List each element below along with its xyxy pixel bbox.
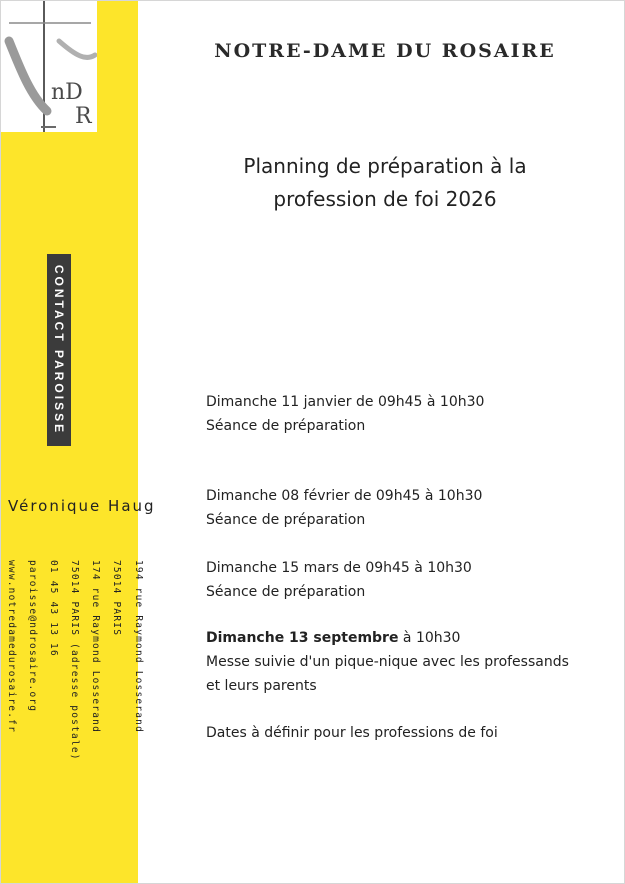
event-description: Messe suivie d'un pique-nique avec les professands bbox=[206, 654, 569, 670]
contact-tab-label: CONTACT PAROISSE bbox=[52, 264, 66, 436]
title-line-2: profession de foi 2026 bbox=[273, 187, 497, 211]
event-item bbox=[206, 484, 606, 532]
document-title bbox=[190, 150, 580, 216]
event-date: Dimanche 11 janvier bbox=[206, 394, 352, 410]
event-item bbox=[206, 626, 606, 698]
event-time: de 09h45 à 10h30 bbox=[343, 560, 472, 576]
event-datetime bbox=[206, 390, 606, 414]
event-time: de 09h45 à 10h30 bbox=[356, 394, 485, 410]
dates-tbd-note: Dates à définir pour les professions de foi bbox=[206, 725, 498, 741]
event-item bbox=[206, 390, 606, 438]
event-item bbox=[206, 556, 606, 604]
event-description: Séance de préparation bbox=[206, 512, 366, 528]
address-line-1: 194 rue Raymond Losserand bbox=[133, 560, 144, 733]
event-time: à 10h30 bbox=[402, 630, 461, 646]
phone-number: 01 45 43 13 16 bbox=[48, 560, 59, 657]
parish-logo bbox=[1, 1, 97, 132]
logo-letters-bottom: R bbox=[75, 104, 92, 129]
contact-name: Véronique Haug bbox=[8, 497, 156, 515]
event-datetime bbox=[206, 484, 606, 508]
event-time: de 09h45 à 10h30 bbox=[353, 488, 483, 504]
event-description-continued: et leurs parents bbox=[206, 678, 317, 694]
event-datetime bbox=[206, 626, 606, 650]
logo-monogram bbox=[51, 81, 92, 129]
footer-note bbox=[206, 721, 606, 745]
postal-address-line-2: 75014 PARIS (adresse postale) bbox=[69, 560, 80, 761]
event-date: Dimanche 15 mars bbox=[206, 560, 339, 576]
event-date: Dimanche 13 septembre bbox=[206, 630, 399, 646]
event-description: Séance de préparation bbox=[206, 584, 366, 600]
email-address[interactable]: paroisse@ndrosaire.org bbox=[27, 560, 38, 713]
parish-name-heading: NOTRE-DAME DU ROSAIRE bbox=[214, 40, 556, 62]
title-line-1: Planning de préparation à la bbox=[243, 154, 527, 178]
postal-address-line-1: 174 rue Raymond Losserand bbox=[90, 560, 101, 733]
event-description: Séance de préparation bbox=[206, 418, 366, 434]
event-date: Dimanche 08 février bbox=[206, 488, 350, 504]
website-link[interactable]: www.notredamedurosaire.fr bbox=[6, 560, 17, 733]
contact-tab bbox=[47, 254, 71, 446]
logo-letters-top: nD bbox=[51, 80, 83, 105]
event-datetime bbox=[206, 556, 606, 580]
address-line-2: 75014 PARIS bbox=[111, 560, 122, 637]
